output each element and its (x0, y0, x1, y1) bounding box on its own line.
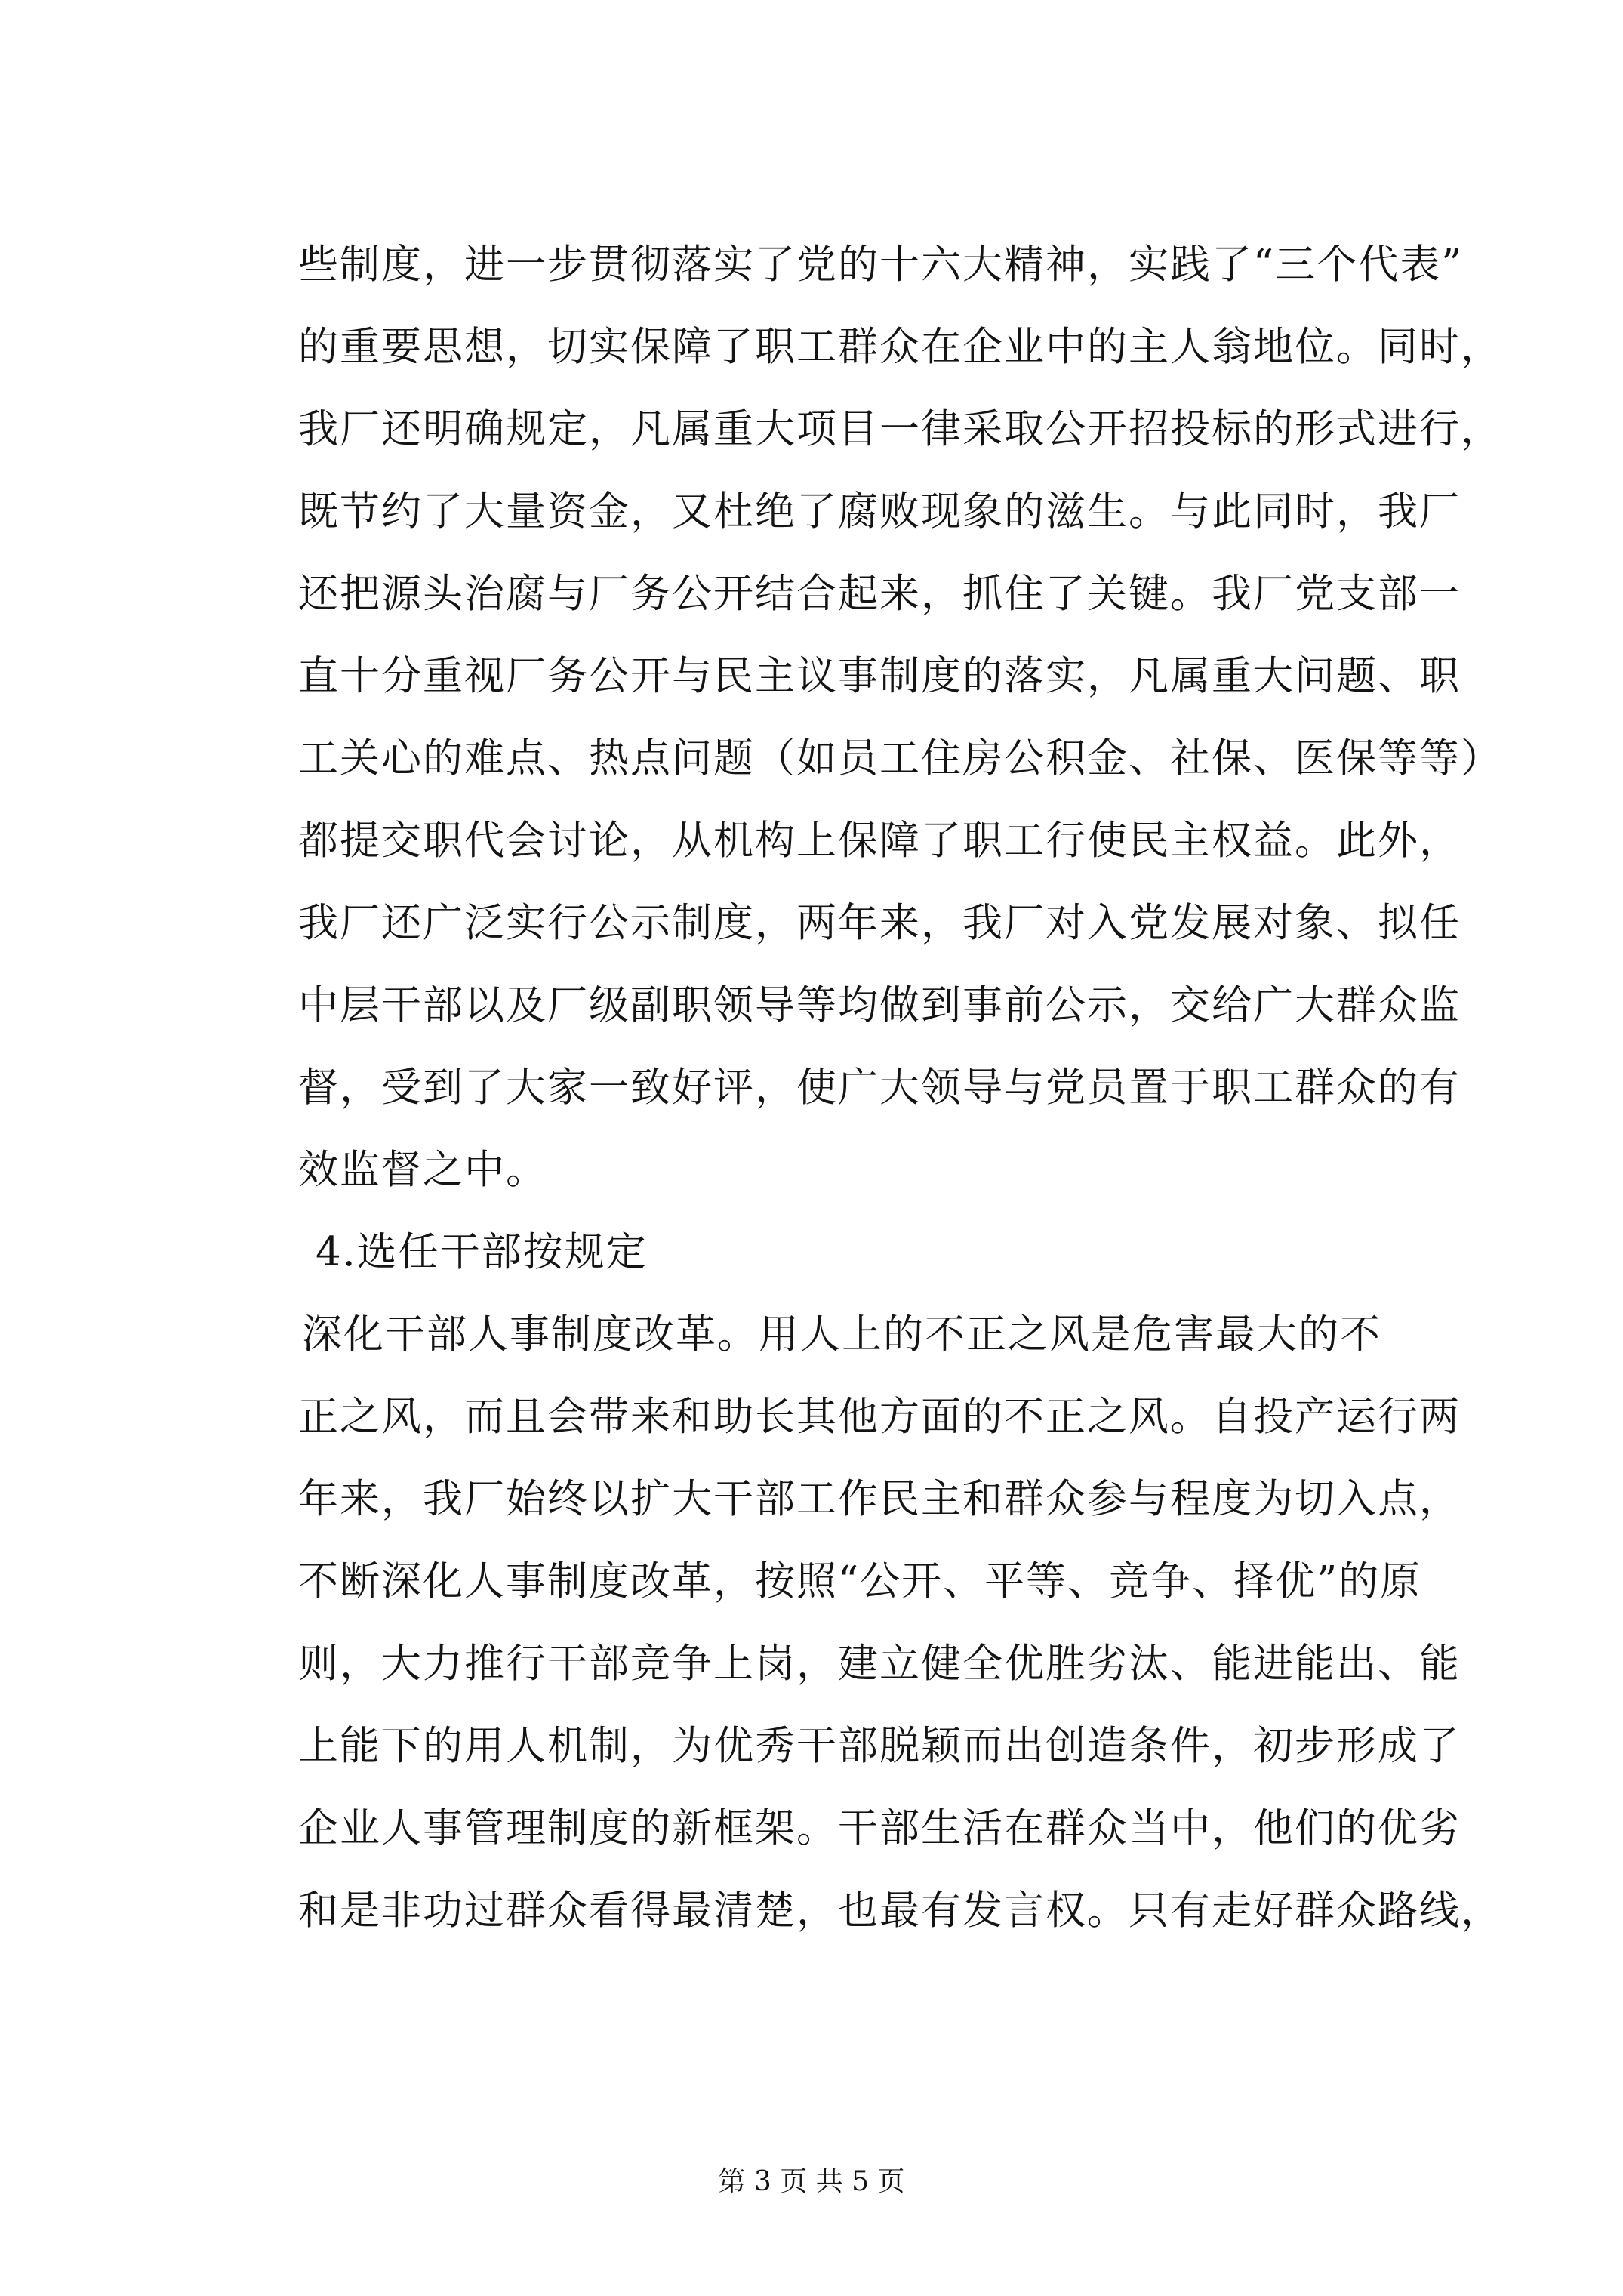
document-body (298, 223, 1502, 1952)
paragraph-line: 则，大力推行干部竞争上岗，建立健全优胜劣汰、能进能出、能 (298, 1641, 1461, 1687)
paragraph-line: 我厂还明确规定，凡属重大项目一律采取公开招投标的形式进行， (298, 406, 1502, 452)
paragraph-line: 年来，我厂始终以扩大干部工作民主和群众参与程度为切入点， (298, 1476, 1461, 1522)
paragraph-line: 工关心的难点、热点问题（如员工住房公积金、社保、医保等等） (298, 735, 1502, 781)
paragraph-line: 正之风，而且会带来和助长其他方面的不正之风。自投产运行两 (298, 1394, 1461, 1440)
paragraph-line: 直十分重视厂务公开与民主议事制度的落实，凡属重大问题、职 (298, 653, 1461, 699)
paragraph-line: 效监督之中。 (298, 1147, 547, 1193)
paragraph-line: 督，受到了大家一致好评，使广大领导与党员置于职工群众的有 (298, 1065, 1461, 1111)
paragraph-line: 既节约了大量资金，又杜绝了腐败现象的滋生。与此同时，我厂 (298, 488, 1461, 535)
paragraph-line: 深化干部人事制度改革。用人上的不正之风是危害最大的不 (302, 1311, 1381, 1358)
paragraph-line: 的重要思想，切实保障了职工群众在企业中的主人翁地位。同时， (298, 324, 1502, 370)
paragraph-line: 上能下的用人机制，为优秀干部脱颖而出创造条件，初步形成了 (298, 1723, 1461, 1769)
paragraph-line: 不断深化人事制度改革，按照“公开、平等、竞争、择优”的原 (298, 1558, 1422, 1604)
paragraph-line: 和是非功过群众看得最清楚，也最有发言权。只有走好群众路线， (298, 1888, 1502, 1934)
page-number-footer: 第 3 页 共 5 页 (718, 2166, 905, 2197)
paragraph-line: 还把源头治腐与厂务公开结合起来，抓住了关键。我厂党支部一 (298, 571, 1461, 617)
paragraph-line: 我厂还广泛实行公示制度，两年来，我厂对入党发展对象、拟任 (298, 900, 1461, 946)
paragraph-line: 中层干部以及厂级副职领导等均做到事前公示，交给广大群众监 (298, 982, 1461, 1028)
paragraph-line: 些制度，进一步贯彻落实了党的十六大精神，实践了“三个代表” (298, 242, 1464, 288)
paragraph-line: 企业人事管理制度的新框架。干部生活在群众当中，他们的优劣 (298, 1805, 1461, 1851)
section-heading: 4.选任干部按规定 (316, 1229, 648, 1275)
paragraph-line: 都提交职代会讨论，从机构上保障了职工行使民主权益。此外， (298, 818, 1461, 864)
